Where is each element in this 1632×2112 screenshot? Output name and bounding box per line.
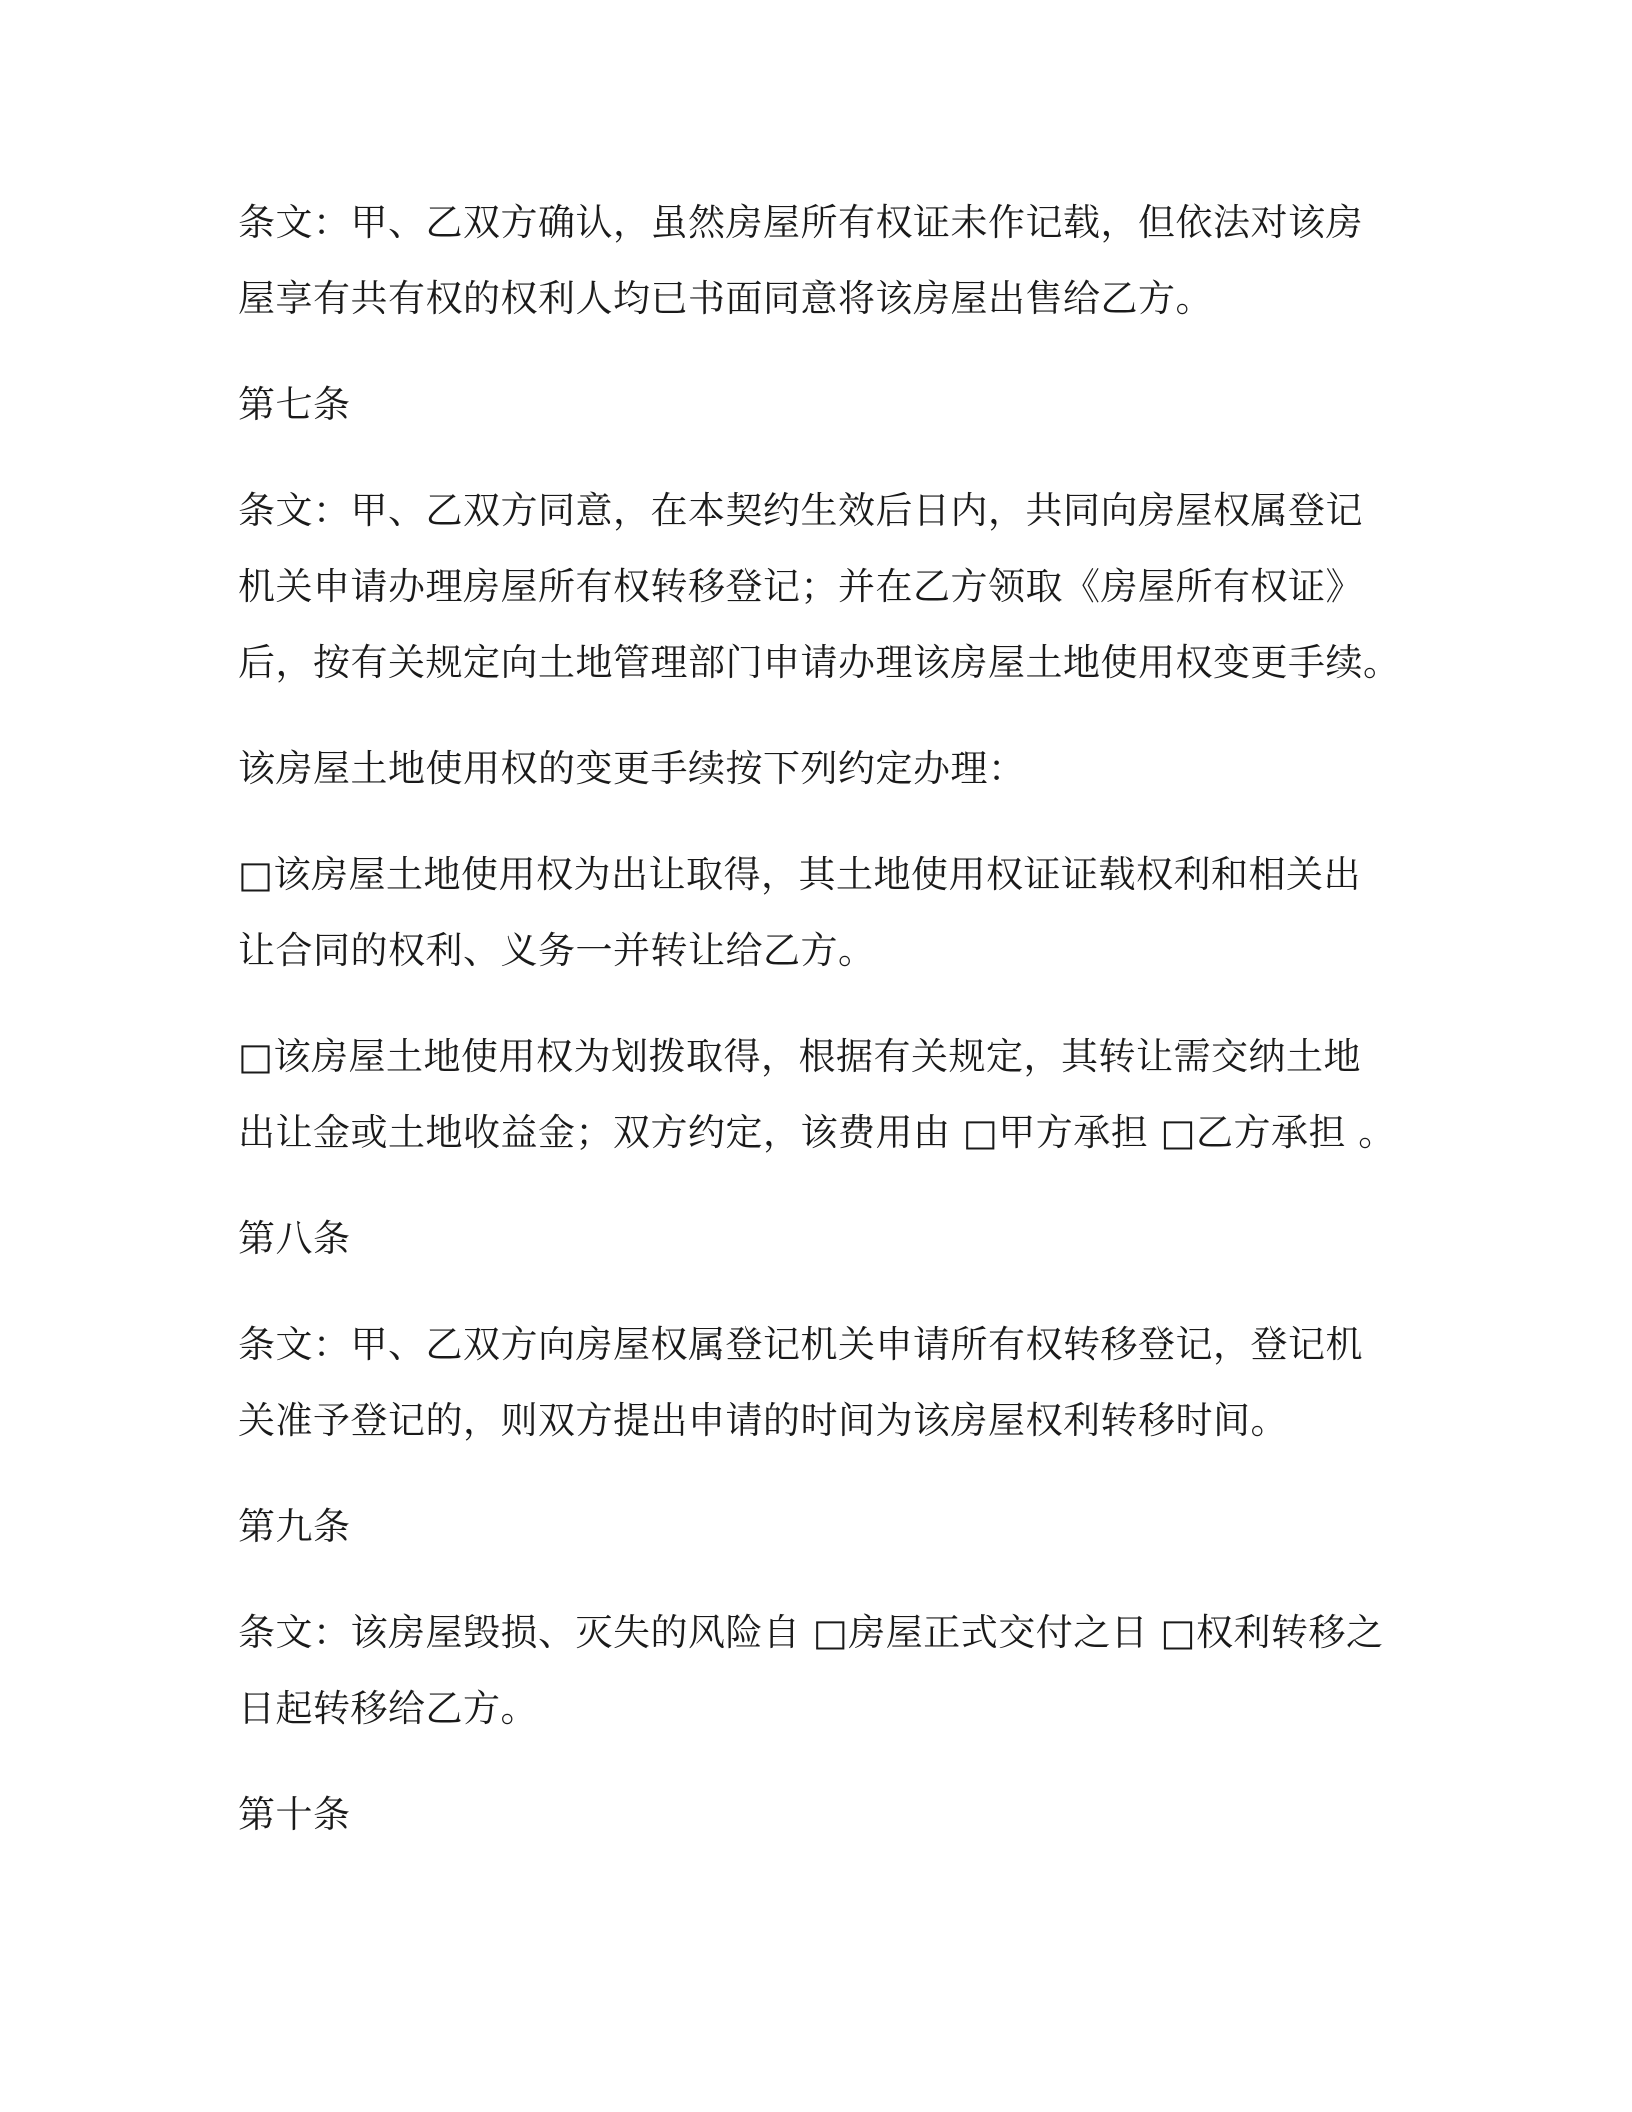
text-line: 关准予登记的，则双方提出申请的时间为该房屋权利转移时间。	[238, 1399, 1288, 1442]
text-line: 条文：甲、乙双方确认，虽然房屋所有权证未作记载，但依法对该房	[238, 201, 1363, 244]
heading-text: 第九条	[238, 1505, 351, 1548]
article-9-clause-text	[238, 1595, 1398, 1747]
text-line: 出让金或土地收益金；双方约定，该费用由 □甲方承担 □乙方承担 。	[238, 1111, 1396, 1154]
text-line: 让合同的权利、义务一并转让给乙方。	[238, 929, 876, 972]
text-line: 该房屋土地使用权的变更手续按下列约定办理：	[238, 747, 1026, 790]
land-use-option-allocated	[238, 1019, 1398, 1171]
article-8-clause-text	[238, 1307, 1398, 1459]
text-line: □该房屋土地使用权为出让取得，其土地使用权证证载权利和相关出	[238, 853, 1361, 896]
text-line: 日起转移给乙方。	[238, 1687, 538, 1730]
heading-text: 第八条	[238, 1217, 351, 1260]
document-page	[238, 185, 1401, 1883]
heading-text: 第七条	[238, 383, 351, 426]
text-line: 条文：甲、乙双方同意，在本契约生效后日内，共同向房屋权属登记	[238, 489, 1363, 532]
text-line: 后，按有关规定向土地管理部门申请办理该房屋土地使用权变更手续。	[238, 641, 1401, 684]
article-7-clause-text	[238, 473, 1401, 701]
land-use-intro	[238, 731, 1398, 807]
land-use-option-granted	[238, 837, 1398, 989]
article-8-heading	[238, 1201, 1398, 1277]
article-7-heading	[238, 367, 1398, 443]
text-line: 屋享有共有权的权利人均已书面同意将该房屋出售给乙方。	[238, 277, 1213, 320]
heading-text: 第十条	[238, 1793, 351, 1836]
text-line: □该房屋土地使用权为划拨取得，根据有关规定，其转让需交纳土地	[238, 1035, 1361, 1078]
text-line: 机关申请办理房屋所有权转移登记；并在乙方领取《房屋所有权证》	[238, 565, 1363, 608]
text-line: 条文：甲、乙双方向房屋权属登记机关申请所有权转移登记，登记机	[238, 1323, 1363, 1366]
text-line: 条文：该房屋毁损、灭失的风险自 □房屋正式交付之日 □权利转移之	[238, 1611, 1384, 1654]
article-9-heading	[238, 1489, 1398, 1565]
article-10-heading	[238, 1777, 1398, 1853]
article-6-clause-text	[238, 185, 1398, 337]
